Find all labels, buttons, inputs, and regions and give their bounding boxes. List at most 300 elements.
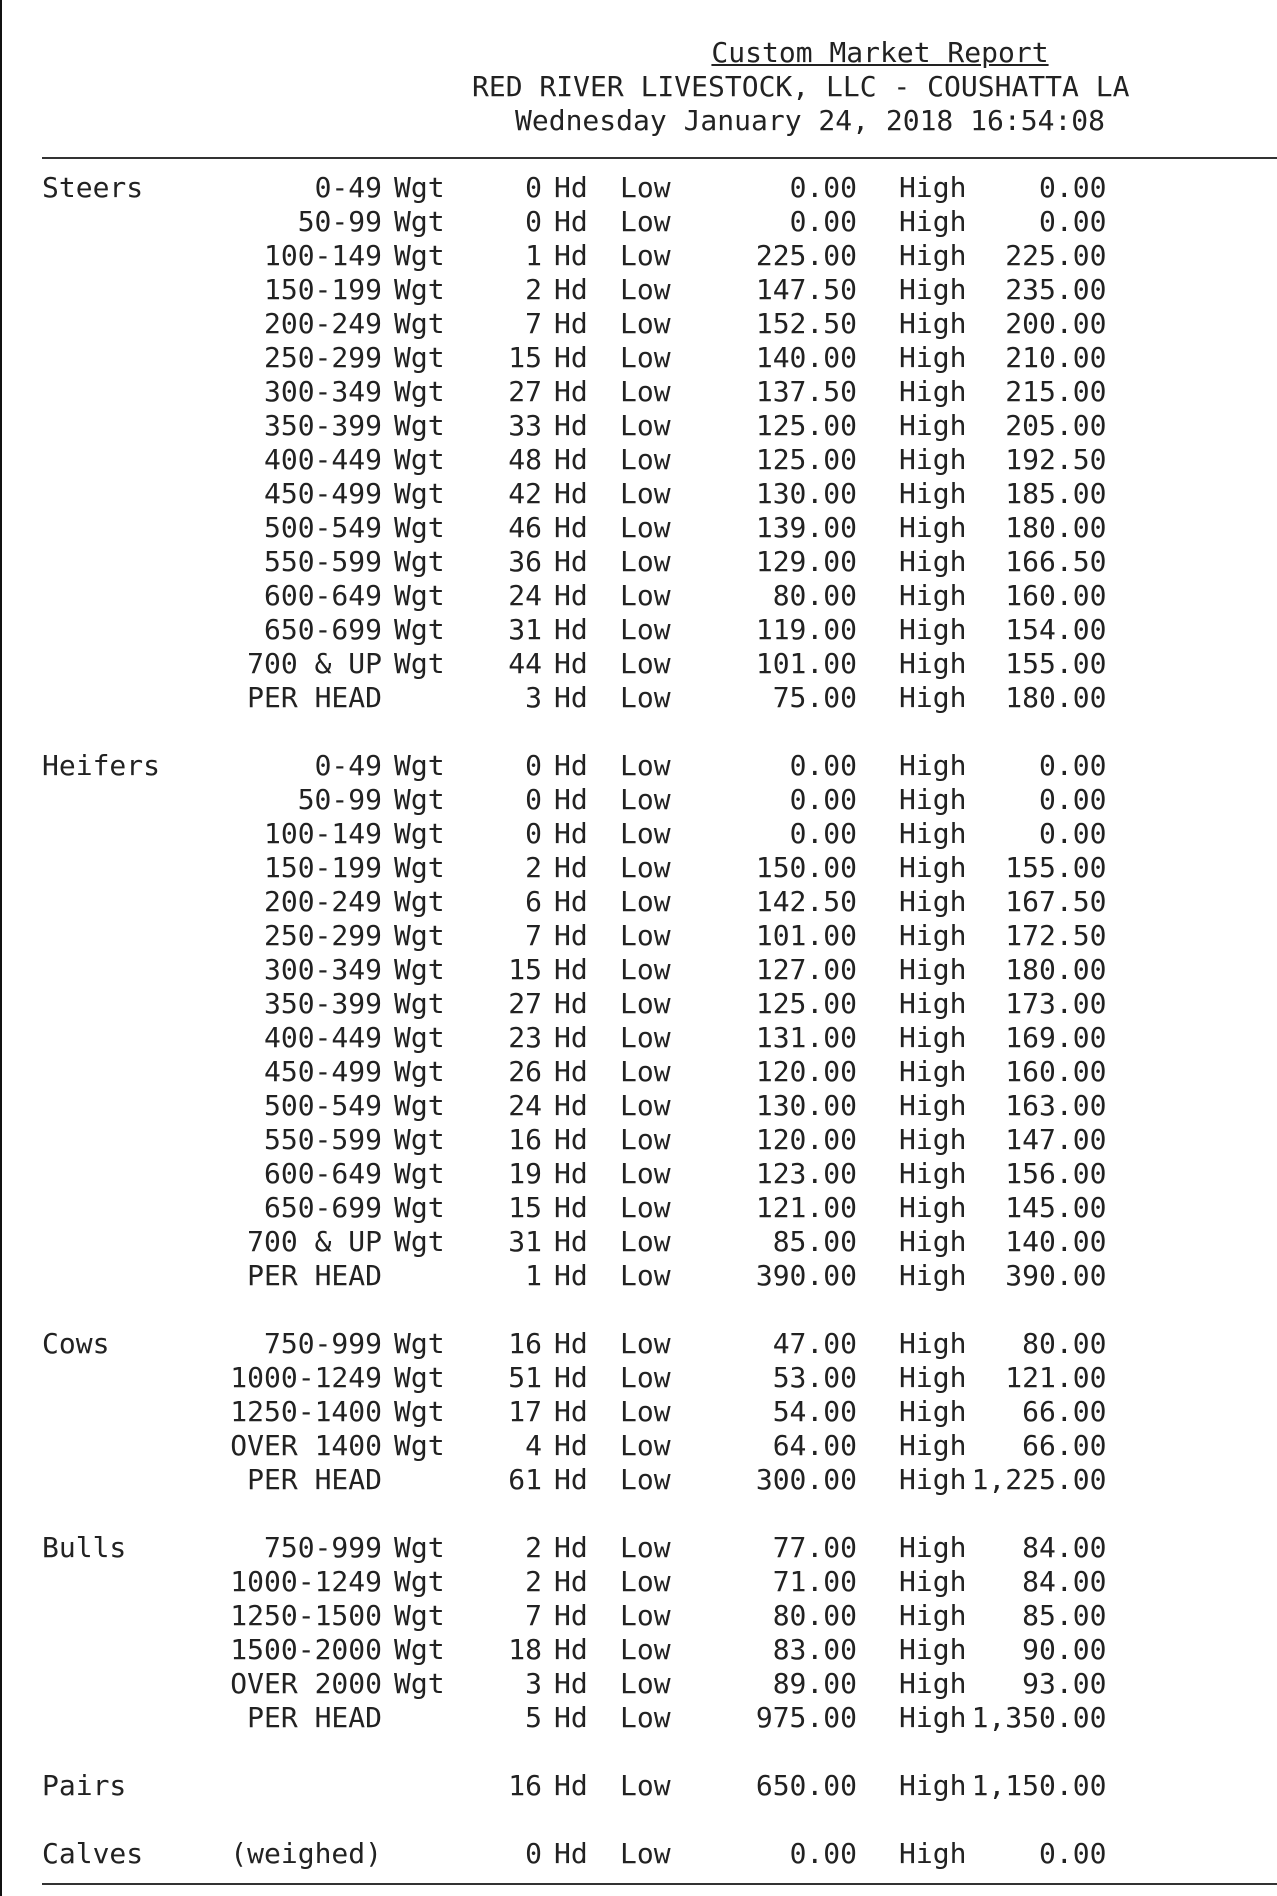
head-label: Hd (554, 1428, 588, 1462)
low-label: Low (620, 1258, 671, 1292)
head-count: 1 (525, 1258, 542, 1292)
high-price: 225.00 (1005, 238, 1107, 272)
head-label: Hd (554, 442, 588, 476)
low-price: 130.00 (755, 1088, 857, 1122)
high-price: 90.00 (1022, 1632, 1107, 1666)
head-label: Hd (554, 170, 588, 204)
low-price: 80.00 (772, 578, 857, 612)
category-label (42, 1122, 192, 1156)
high-price: 0.00 (1039, 816, 1107, 850)
category-label (42, 1632, 192, 1666)
high-label: High (899, 1258, 967, 1292)
high-price: 140.00 (1005, 1224, 1107, 1258)
high-price: 93.00 (1022, 1666, 1107, 1700)
low-label: Low (620, 1632, 671, 1666)
table-row (42, 816, 1106, 850)
low-label: Low (620, 1768, 671, 1802)
weight-range: 750-999 (263, 1530, 382, 1564)
low-label: Low (620, 1054, 671, 1088)
head-count: 16 (508, 1768, 542, 1802)
head-label: Hd (554, 306, 588, 340)
head-label: Hd (554, 612, 588, 646)
report-date: Wednesday January 24, 2018 16:54:08 (515, 104, 1106, 137)
high-label: High (899, 1190, 967, 1224)
table-row (42, 1564, 1106, 1598)
head-label: Hd (554, 1054, 588, 1088)
weight-range: 400-449 (263, 1020, 382, 1054)
high-price: 154.00 (1005, 612, 1107, 646)
high-price: 390.00 (1005, 1258, 1107, 1292)
low-label: Low (620, 1462, 671, 1496)
table-row (42, 374, 1106, 408)
high-price: 84.00 (1022, 1530, 1107, 1564)
high-price: 200.00 (1005, 306, 1107, 340)
head-label: Hd (554, 204, 588, 238)
head-count: 44 (508, 646, 542, 680)
head-count: 4 (525, 1428, 542, 1462)
weight-unit: Wgt (394, 1530, 445, 1564)
weight-range: 450-499 (263, 476, 382, 510)
head-label: Hd (554, 1020, 588, 1054)
head-label: Hd (554, 1360, 588, 1394)
high-label: High (899, 680, 967, 714)
head-label: Hd (554, 1122, 588, 1156)
weight-range: 1500-2000 (230, 1632, 382, 1666)
table-row (42, 306, 1106, 340)
table-row (42, 1428, 1106, 1462)
high-price: 147.00 (1005, 1122, 1107, 1156)
high-price: 205.00 (1005, 408, 1107, 442)
high-price: 173.00 (1005, 986, 1107, 1020)
high-label: High (899, 1394, 967, 1428)
high-price: 1,150.00 (971, 1768, 1107, 1802)
category-label (42, 850, 192, 884)
weight-unit: Wgt (394, 510, 445, 544)
head-count: 48 (508, 442, 542, 476)
high-label: High (899, 1768, 967, 1802)
weight-unit: Wgt (394, 578, 445, 612)
weight-unit (382, 1768, 452, 1802)
head-count: 0 (525, 1836, 542, 1870)
high-price: 66.00 (1022, 1394, 1107, 1428)
low-label: Low (620, 918, 671, 952)
low-label: Low (620, 782, 671, 816)
low-price: 131.00 (755, 1020, 857, 1054)
low-label: Low (620, 646, 671, 680)
weight-unit: Wgt (394, 952, 445, 986)
low-price: 64.00 (772, 1428, 857, 1462)
category-label (42, 1462, 192, 1496)
table-row (42, 612, 1106, 646)
weight-unit: Wgt (394, 1564, 445, 1598)
header-divider (42, 157, 1277, 159)
table-row (42, 1632, 1106, 1666)
high-price: 185.00 (1005, 476, 1107, 510)
table-row (42, 544, 1106, 578)
head-label: Hd (554, 1394, 588, 1428)
category-label: Bulls (42, 1530, 127, 1564)
table-row (42, 408, 1106, 442)
low-label: Low (620, 306, 671, 340)
head-count: 61 (508, 1462, 542, 1496)
high-label: High (899, 1632, 967, 1666)
head-count: 1 (525, 238, 542, 272)
head-count: 0 (525, 748, 542, 782)
high-price: 167.50 (1005, 884, 1107, 918)
low-price: 101.00 (755, 646, 857, 680)
weight-unit: Wgt (394, 1088, 445, 1122)
weight-unit: Wgt (394, 1666, 445, 1700)
weight-range: 1000-1249 (230, 1360, 382, 1394)
low-label: Low (620, 1836, 671, 1870)
low-price: 0.00 (789, 816, 857, 850)
section-spacer (42, 714, 1106, 748)
weight-range: 250-299 (263, 340, 382, 374)
low-price: 147.50 (755, 272, 857, 306)
high-label: High (899, 374, 967, 408)
head-label: Hd (554, 238, 588, 272)
low-label: Low (620, 1564, 671, 1598)
table-row (42, 476, 1106, 510)
high-label: High (899, 816, 967, 850)
category-label (42, 1700, 192, 1734)
category-label: Cows (42, 1326, 110, 1360)
high-price: 235.00 (1005, 272, 1107, 306)
table-row (42, 340, 1106, 374)
high-label: High (899, 1156, 967, 1190)
low-price: 125.00 (755, 408, 857, 442)
section-spacer (42, 1292, 1106, 1326)
low-price: 120.00 (755, 1054, 857, 1088)
high-price: 0.00 (1039, 204, 1107, 238)
low-label: Low (620, 986, 671, 1020)
head-label: Hd (554, 1564, 588, 1598)
high-price: 180.00 (1005, 952, 1107, 986)
category-label (42, 612, 192, 646)
head-count: 6 (525, 884, 542, 918)
category-label (42, 374, 192, 408)
weight-unit: Wgt (394, 340, 445, 374)
high-price: 80.00 (1022, 1326, 1107, 1360)
head-label: Hd (554, 1666, 588, 1700)
high-label: High (899, 1598, 967, 1632)
low-price: 225.00 (755, 238, 857, 272)
head-label: Hd (554, 1462, 588, 1496)
weight-range: PER HEAD (247, 1462, 382, 1496)
high-label: High (899, 646, 967, 680)
high-price: 121.00 (1005, 1360, 1107, 1394)
low-price: 54.00 (772, 1394, 857, 1428)
low-label: Low (620, 1394, 671, 1428)
table-row (42, 1258, 1106, 1292)
weight-range: OVER 1400 (230, 1428, 382, 1462)
category-label (42, 1258, 192, 1292)
weight-range: 250-299 (263, 918, 382, 952)
low-label: Low (620, 1700, 671, 1734)
head-label: Hd (554, 816, 588, 850)
weight-range: 550-599 (263, 1122, 382, 1156)
low-label: Low (620, 442, 671, 476)
weight-unit: Wgt (394, 1224, 445, 1258)
low-label: Low (620, 544, 671, 578)
weight-range: OVER 2000 (230, 1666, 382, 1700)
table-row (42, 1054, 1106, 1088)
weight-unit: Wgt (394, 1326, 445, 1360)
category-label (42, 544, 192, 578)
high-label: High (899, 238, 967, 272)
head-label: Hd (554, 1190, 588, 1224)
weight-unit: Wgt (394, 170, 445, 204)
low-price: 85.00 (772, 1224, 857, 1258)
section-spacer (42, 1496, 1106, 1530)
category-label (42, 408, 192, 442)
table-row (42, 1156, 1106, 1190)
head-label: Hd (554, 952, 588, 986)
high-price: 180.00 (1005, 680, 1107, 714)
low-price: 83.00 (772, 1632, 857, 1666)
table-row (42, 170, 1106, 204)
head-label: Hd (554, 748, 588, 782)
weight-range: 650-699 (263, 1190, 382, 1224)
low-label: Low (620, 1360, 671, 1394)
low-label: Low (620, 1530, 671, 1564)
high-label: High (899, 1054, 967, 1088)
high-price: 169.00 (1005, 1020, 1107, 1054)
head-label: Hd (554, 408, 588, 442)
weight-range: 50-99 (297, 204, 382, 238)
table-row (42, 1088, 1106, 1122)
weight-unit: Wgt (394, 1054, 445, 1088)
low-price: 0.00 (789, 204, 857, 238)
high-price: 180.00 (1005, 510, 1107, 544)
category-label (42, 1156, 192, 1190)
high-label: High (899, 1428, 967, 1462)
high-label: High (899, 204, 967, 238)
weight-range: 700 & UP (247, 646, 382, 680)
head-count: 27 (508, 986, 542, 1020)
table-row (42, 442, 1106, 476)
low-price: 89.00 (772, 1666, 857, 1700)
category-label (42, 306, 192, 340)
table-row (42, 1462, 1106, 1496)
weight-unit: Wgt (394, 1122, 445, 1156)
market-report-table (42, 170, 1106, 1870)
low-price: 129.00 (755, 544, 857, 578)
report-title: Custom Market Report (711, 36, 1049, 69)
high-label: High (899, 1326, 967, 1360)
low-price: 390.00 (755, 1258, 857, 1292)
head-count: 24 (508, 578, 542, 612)
head-count: 2 (525, 1530, 542, 1564)
weight-range: PER HEAD (247, 1700, 382, 1734)
category-label (42, 578, 192, 612)
category-label (42, 816, 192, 850)
head-label: Hd (554, 578, 588, 612)
weight-range (192, 1768, 382, 1802)
low-price: 140.00 (755, 340, 857, 374)
low-label: Low (620, 1190, 671, 1224)
head-count: 27 (508, 374, 542, 408)
table-row (42, 1360, 1106, 1394)
weight-unit: Wgt (394, 986, 445, 1020)
page-edge (0, 0, 2, 1896)
low-price: 121.00 (755, 1190, 857, 1224)
weight-range: 150-199 (263, 850, 382, 884)
high-price: 155.00 (1005, 646, 1107, 680)
category-label (42, 1564, 192, 1598)
high-label: High (899, 1564, 967, 1598)
table-row (42, 510, 1106, 544)
low-price: 0.00 (789, 170, 857, 204)
high-label: High (899, 544, 967, 578)
table-row (42, 1020, 1106, 1054)
category-label (42, 986, 192, 1020)
head-label: Hd (554, 918, 588, 952)
head-label: Hd (554, 340, 588, 374)
low-label: Low (620, 1224, 671, 1258)
table-row (42, 1530, 1106, 1564)
low-label: Low (620, 1156, 671, 1190)
head-count: 31 (508, 1224, 542, 1258)
weight-range: 550-599 (263, 544, 382, 578)
high-label: High (899, 884, 967, 918)
head-count: 24 (508, 1088, 542, 1122)
low-label: Low (620, 612, 671, 646)
category-label: Steers (42, 170, 144, 204)
high-price: 156.00 (1005, 1156, 1107, 1190)
head-label: Hd (554, 544, 588, 578)
weight-unit: Wgt (394, 1190, 445, 1224)
head-label: Hd (554, 1326, 588, 1360)
category-label (42, 884, 192, 918)
high-label: High (899, 510, 967, 544)
head-count: 3 (525, 1666, 542, 1700)
head-label: Hd (554, 1598, 588, 1632)
head-count: 16 (508, 1326, 542, 1360)
head-label: Hd (554, 1768, 588, 1802)
low-label: Low (620, 374, 671, 408)
weight-unit: Wgt (394, 544, 445, 578)
table-row (42, 646, 1106, 680)
head-count: 16 (508, 1122, 542, 1156)
weight-range: PER HEAD (247, 680, 382, 714)
weight-unit (382, 1462, 452, 1496)
head-label: Hd (554, 476, 588, 510)
weight-unit: Wgt (394, 1598, 445, 1632)
head-count: 18 (508, 1632, 542, 1666)
head-label: Hd (554, 374, 588, 408)
low-label: Low (620, 1088, 671, 1122)
head-label: Hd (554, 1700, 588, 1734)
table-row (42, 1122, 1106, 1156)
low-label: Low (620, 476, 671, 510)
low-label: Low (620, 1598, 671, 1632)
low-label: Low (620, 1020, 671, 1054)
head-label: Hd (554, 1530, 588, 1564)
head-label: Hd (554, 1088, 588, 1122)
head-label: Hd (554, 272, 588, 306)
table-row (42, 952, 1106, 986)
table-row (42, 1768, 1106, 1802)
high-price: 163.00 (1005, 1088, 1107, 1122)
category-label (42, 646, 192, 680)
category-label (42, 272, 192, 306)
category-label (42, 1054, 192, 1088)
category-label (42, 1360, 192, 1394)
section-spacer (42, 1802, 1106, 1836)
weight-range: 200-249 (263, 884, 382, 918)
weight-unit: Wgt (394, 442, 445, 476)
weight-range: 350-399 (263, 986, 382, 1020)
table-row (42, 748, 1106, 782)
low-price: 125.00 (755, 442, 857, 476)
weight-range: 750-999 (263, 1326, 382, 1360)
high-price: 85.00 (1022, 1598, 1107, 1632)
low-price: 0.00 (789, 748, 857, 782)
table-row (42, 1224, 1106, 1258)
head-count: 5 (525, 1700, 542, 1734)
weight-range: 600-649 (263, 578, 382, 612)
high-label: High (899, 306, 967, 340)
table-row (42, 850, 1106, 884)
weight-range: (weighed) (230, 1836, 382, 1870)
weight-range: 450-499 (263, 1054, 382, 1088)
category-label (42, 1190, 192, 1224)
low-label: Low (620, 578, 671, 612)
category-label (42, 1088, 192, 1122)
low-price: 53.00 (772, 1360, 857, 1394)
high-label: High (899, 1666, 967, 1700)
low-price: 120.00 (755, 1122, 857, 1156)
weight-range: 500-549 (263, 510, 382, 544)
weight-range: 600-649 (263, 1156, 382, 1190)
high-label: High (899, 578, 967, 612)
low-price: 75.00 (772, 680, 857, 714)
head-count: 15 (508, 340, 542, 374)
low-label: Low (620, 1122, 671, 1156)
high-price: 0.00 (1039, 1836, 1107, 1870)
weight-range: 300-349 (263, 952, 382, 986)
table-row (42, 1700, 1106, 1734)
high-price: 1,350.00 (971, 1700, 1107, 1734)
head-label: Hd (554, 884, 588, 918)
head-label: Hd (554, 510, 588, 544)
low-label: Low (620, 408, 671, 442)
weight-unit: Wgt (394, 408, 445, 442)
low-price: 123.00 (755, 1156, 857, 1190)
high-label: High (899, 918, 967, 952)
head-label: Hd (554, 1632, 588, 1666)
table-row (42, 1394, 1106, 1428)
table-row (42, 204, 1106, 238)
low-price: 119.00 (755, 612, 857, 646)
low-label: Low (620, 884, 671, 918)
high-price: 166.50 (1005, 544, 1107, 578)
head-count: 17 (508, 1394, 542, 1428)
table-row (42, 884, 1106, 918)
high-price: 145.00 (1005, 1190, 1107, 1224)
report-header (470, 36, 1277, 138)
low-price: 71.00 (772, 1564, 857, 1598)
high-label: High (899, 340, 967, 374)
high-label: High (899, 1530, 967, 1564)
low-price: 127.00 (755, 952, 857, 986)
head-label: Hd (554, 1156, 588, 1190)
weight-unit: Wgt (394, 1156, 445, 1190)
footer-divider (42, 1883, 1277, 1885)
low-price: 77.00 (772, 1530, 857, 1564)
low-price: 130.00 (755, 476, 857, 510)
